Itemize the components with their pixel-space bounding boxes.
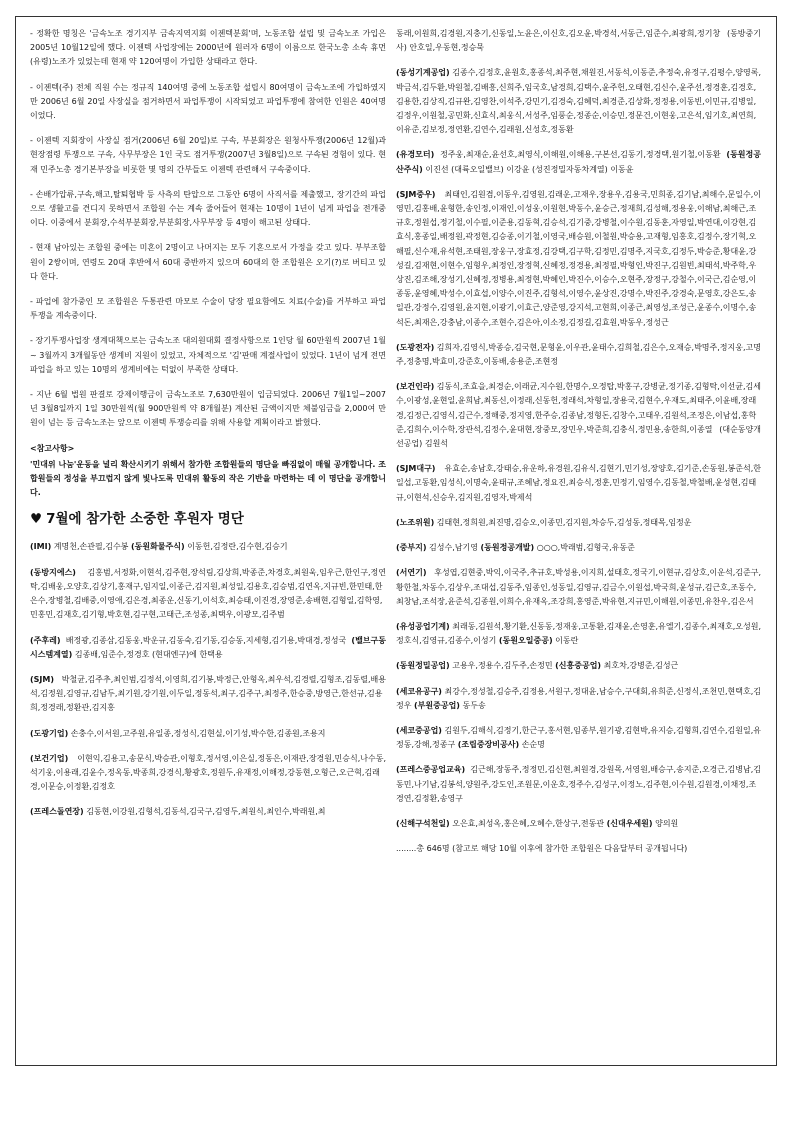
- member-names: 이동헌,김정란,김수현,김승기: [184, 542, 288, 552]
- company-tag: (동성기계공업): [396, 68, 450, 78]
- supporters-list-right: [396, 66, 761, 831]
- company-tag: (동원정밀공업): [396, 661, 450, 671]
- supporter-entry: [396, 516, 761, 530]
- member-names: 최래동,김원석,황기환,신동동,정재웅,고통환,김재윤,손영훈,유엘기,김종수,최재호,오성원,정호식,김영규,김종수,이성기: [396, 621, 761, 646]
- article-paragraph: - 현재 남아있는 조합원 중에는 미혼이 2명이고 나머지는 모두 기혼으로서 가정을 갖고 있다. 부부조합원이 2쌍이며, 연령도 20대 후반에서 60대 중반까지 있으며 60대의 한 조합원은 오기(?)로 버티고 있다 한다.: [30, 243, 386, 281]
- member-names: 계명천,손관필,김수봉: [51, 542, 131, 552]
- supporter-entry: [396, 685, 761, 713]
- member-names: 정주웅,최재순,윤선호,최영식,이해원,이해용,구본선,김동기,정경택,원기철,이동환: [434, 150, 727, 160]
- company-tag: (동방지에스): [30, 567, 76, 577]
- company-tag: (유경모터): [396, 150, 435, 160]
- member-names: 최태인,김원겸,이동우,김영원,김래운,고재우,장용우,김용국,민희종,김기남,최해수,문일수,이영민,김홍배,윤형한,송인정,이재인,이성웅,이원현,박동수,윤승근,정재희,김성해,정용웅,이해남,최해근,조규호,정원섭,정기철,이수필,이준용,김동혁,김승석,김기중,강병철,이수원,김동훈,자영일,박연대,이강현,김효식,홍종일,배정원,곽정현,김승종,이기철,이영국,배승원,이철원,박승용,고재형,임홍호,김정수,장기혁,오해필,신수재,유석현,조태원,장웅구,장효정,김강택,김구학,김정민,김명주,지국호,김정두,박승준,황대윤,강성길,김재현,이현수,임형우,최정인,장정혁,신혜정,정경용,최정필,박형인,박진구,김원빈,최태석,박주학,우상진,김조해,장성기,신혜정,정병용,최정현,박혜인,박진수,이승수,오현주,장정구,강철수,이국근,김순영,이종동,윤영혜,박성수,이효섭,이양수,이진주,김형석,이영수,윤상진,강명수,박진주,강경숙,문영호,강은도,송일관,강정수,김영원,윤지현,이광기,이효근,양준영,강지석,고현희,이종근,최영성,조성근,윤종수,이명수,송석돈,최재은,강충남,이종수,조현수,김은아,이소정,김정길,김효원,박동우,정성근: [396, 189, 761, 327]
- reference-title: <참고사항>: [30, 443, 75, 453]
- company-tag: (SJM): [30, 674, 55, 684]
- company-tag: (유성공업기계): [396, 621, 450, 631]
- supporter-entry: [396, 817, 761, 831]
- member-names: 김동식,조효을,최경순,이래균,지수원,한명수,오정탑,박홍구,강병균,정기종,김형탁,이선균,김세수,이광성,윤현일,윤희남,최동신,이정래,신동헌,정래석,차형일,장용국,김현수,우재도,최태주,이윤배,장래경,김정근,김영식,김근수,정해중,정지영,한주승,김종남,정형돈,김창수,고태우,김원석,조정은,이남섭,홍학준,김희수,이수학,장관석,김정수,윤대현,장중모,장민우,박준희,김충식,정민용,송한희,이종열 (대순동양개선공업) 김원석: [396, 382, 761, 449]
- member-names: 김종수,김정호,윤원호,홍종석,최주현,채원진,서동석,이동준,추정숙,유정구,김평수,양영록,박금석,김두환,박원철,김배흥,신희주,임국호,남경희,김택수,윤주헌,오태현,김신수,윤주선,정경훈,김경호,김용한,김상직,김규완,김영찬,이석주,강민기,김경숙,김혜덕,최경준,김상화,정정용,이동빈,이민규,김병일,김정우,이원철,공민화,신효식,최웅식,서성주,임풍순,정종순,이승민,정문건,이현웅,고은석,임기호,최연희,이유준,김보정,정연환,김연수,김래원,신성호,정동환: [396, 68, 761, 135]
- supporter-entry: [30, 805, 386, 819]
- member-names: 김홍범,서정화,이현석,김주현,장석림,김상희,박종준,차경호,최원욱,임우근,한인구,정연탁,김배웅,오양호,김상기,홍재구,임지일,이종근,김지원,최성일,김용호,김승범,김연옥,지규빈,한민태,한은수,장병철,김배중,이영애,김은경,최종운,신동기,이석호,최승태,이진경,장영준,송배현,김형일,김학영,민홍민,김재호,김기형,박호현,김구현,고태근,조성종,최택우,이광모,김주범: [30, 567, 386, 620]
- supporter-entry: [30, 752, 386, 795]
- member-names: 손순명: [519, 740, 545, 750]
- member-names: 손충수,이서원,고주원,유일종,정성식,김현실,이기성,박수한,김종원,조용지: [68, 728, 326, 738]
- article-paragraph: - 파업에 참가중인 모 조합원은 두통관련 마모로 수술이 당장 필요함에도 치료(수술)를 거부하고 파업투쟁을 계속중이다.: [30, 297, 386, 321]
- article-paragraph: - 정확한 명칭은 '금속노조 경기지부 금속지역지회 이젠텍분회'며, 노동조합 설립 및 금속노조 가입은 2005년 10월12일에 했다. 이젠텍 사업장에는 2000년에 원러자 6명이 이름으로 한국노총 소속 휴먼(유령)노조가 있었는데 현재 약 120여명이 가입한 상태라고 한다.: [30, 29, 386, 67]
- member-names: 김태현,정희원,최진명,김승오,이종민,김지원,차승두,김성동,정태목,임정운: [434, 517, 692, 527]
- member-names: 김원두,김해식,김정기,한근구,홍서현,임종부,원기광,김현박,유지승,김형희,김연수,김원일,유정동,강해,정종구: [396, 725, 761, 750]
- company-tag: (중부지): [396, 543, 427, 553]
- sub-company-tag: (신대우세원): [606, 818, 653, 828]
- member-names: 김동현,이강원,김형석,김동석,김국구,김영두,최원식,최인수,박래원,최: [83, 807, 326, 817]
- company-tag: (세코유공구): [396, 686, 442, 696]
- heart-icon: ♥: [30, 511, 43, 528]
- sub-company-tag: (동원정공개발): [480, 543, 535, 553]
- article-paragraph: - 이젠텍 지회장이 사장실 점거(2006년 6월 20일)로 구속, 부분회장은 원청사투쟁(2006년 12월)과 현장점령 투쟁으로 구속, 사무부장은 1인 국도 점거투쟁(2007년 3월8일)으로 구속된 경험이 있다. 현재 민주노총 경기본부장을 비롯한 몇 명의 간부들도 이젠텍 관련해서 구속중이다.: [30, 136, 386, 174]
- supporter-entry: [396, 763, 761, 806]
- supporter-entry: [396, 620, 761, 648]
- company-tag: (프레스중공업교육): [396, 765, 466, 775]
- company-tag: (SJM중우): [396, 189, 436, 199]
- sub-company-tag: (부원중공업): [414, 700, 460, 710]
- supporter-entry: [30, 673, 386, 716]
- supporter-entry: [396, 380, 761, 451]
- supporter-entry: [30, 634, 386, 662]
- total-count: ........총 646명 (참고로 해당 10월 이후에 참가한 조합원은 다음달부터 공개됩니다): [396, 844, 688, 854]
- member-names: 배정광,김종삼,김동웅,박운규,김동숙,김기동,김승동,지세형,김기용,박대경,정성국: [60, 635, 352, 645]
- member-names: 오은효,최성옥,홍은혜,오혜수,한상구,전동관: [449, 818, 607, 828]
- company-tag: (보건기업): [30, 753, 69, 763]
- company-tag: (노조위원): [396, 517, 435, 527]
- member-names: 이동란: [552, 636, 579, 646]
- supporter-entry: [396, 724, 761, 752]
- company-tag: (서연기): [396, 568, 427, 578]
- member-names: 후성엽,김현중,박익,이국주,추규호,박성용,이지희,설태호,정국기,이현규,김상호,이운석,김준구,황한철,차동수,김상우,조대섭,김동주,임종인,성동일,김영규,김금수,이원섭,박국희,윤성규,김근호,조동수,최창남,조석장,윤준석,김종원,이희수,유재옥,조강희,홍영준,박유현,지규민,이해원,이종민,유찬우,김은서: [396, 568, 761, 606]
- right-column: [396, 27, 761, 1057]
- member-names: 양의원: [652, 818, 679, 828]
- member-names: 유효순,송남호,강태승,유운하,유경원,김유식,김현기,민기성,장양호,김기준,손동원,봉준석,한일섭,고동환,임성식,이명숙,윤태규,조혜남,정요진,최승식,정훈,민정기,임영수,김동철,박철배,윤성현,김태규,이현석,신승우,김지원,김영자,박제석: [396, 464, 761, 502]
- reference-text: '민대위 나눔'운동을 널리 확산시키기 위해서 참가한 조합원들의 명단을 빠짐없이 매월 공개합니다. 조합원들의 정성을 부끄럽지 않게 빛나도록 민대위 활동의 작은 기반을 마련하는 데 이 명단을 공개합니다.: [30, 459, 386, 498]
- supporter-entry: [396, 188, 761, 330]
- supporter-entry: [396, 66, 761, 137]
- company-tag: (주후레): [30, 635, 61, 645]
- sub-company-tag: (동원오일중공): [498, 636, 553, 646]
- supporter-entry: [30, 566, 386, 623]
- member-names: 김근해,장동주,정정민,김신현,최원경,강원목,서영원,배승구,송지준,오경근,김병남,김동민,나기남,김봉석,양원주,강도인,조원문,이운호,정주수,김성구,이정노,김주현,이수원,김원경,이채정,조경연,김정환,송영구: [396, 765, 761, 803]
- member-names: 동두송: [459, 700, 486, 710]
- member-names: 김희자,김영식,박종승,김국현,문형윤,이우관,윤태수,김희철,김은수,오재승,박명주,정지웅,고명주,정충명,박효미,강준호,이동배,송용준,조현정: [396, 342, 761, 367]
- member-names: 이현익,김용고,송문식,박승관,이형호,정서영,이은실,정동은,이재관,장경원,민승식,나수동,석기웅,이용래,김윤수,정옥동,박종희,강경식,황광호,정원두,유재정,이해정,강동현,오형근,오근혁,김래경,이문승,이정환,김정호: [30, 753, 386, 792]
- article-paragraph: - 장기투쟁사업장 생계대책으로는 금속노조 대의원대회 결정사항으로 1인당 월 60만원씩 2007년 1월~ 3월까지 3개월동안 생계비 지원이 있었고, 자체적으로 '김'판매 계절사업이 있었다. 1년이 넘게 전면파업을 하고 있는 10명의 생계비에는 턱없이 부족한 상태다.: [30, 336, 386, 374]
- supporter-entry: [396, 541, 761, 555]
- member-names: 최강수,정성철,김승주,김정용,서원구,정대윤,남승수,구대회,유희준,신정식,조천민,현택호,김정우: [396, 686, 761, 710]
- member-names: 박철균,김주추,최인범,김정석,이영희,김기봉,박정근,안형옥,최우석,김경렬,김형조,김동렬,배용석,김정원,김영규,김남두,최기원,강기원,이두일,정동석,최구,김주구,최정주,한승중,방영근,한선규,김용희,정경래,정환관,김지홍: [30, 674, 386, 713]
- sub-company-tag: (동원정공산주식): [396, 150, 761, 174]
- left-column: [30, 27, 386, 1057]
- supporter-entry: [30, 727, 386, 741]
- company-tag: (신해구석천일): [396, 818, 450, 828]
- member-names: 김성수,남기영: [426, 543, 481, 553]
- supporter-entry: [396, 566, 761, 609]
- company-tag: (보건인라): [396, 382, 435, 392]
- supporter-entry: [396, 462, 761, 505]
- member-names: ○○○,박래범,김형국,유동준: [534, 543, 635, 553]
- supporters-title: 7월에 참가한 소중한 후원자 명단: [46, 511, 244, 528]
- member-names: 최호차,강병준,김성근: [601, 661, 679, 671]
- supporters-heading: [30, 510, 386, 528]
- article-paragraph: - 지난 6월 법원 판결로 강제이행금이 금속노조로 7,630만원이 입금되었다. 2006년 7월1일~2007년 3월8일까지 1일 30만원씩(월 900만원씩 약 8개월분) 계산된 금액이지만 체불임금을 2,000여 만원이 넘는 등 금속노조는 앞으로 이젠텍 투쟁승리를 위해 사용할 계획이라고 밝혔다.: [30, 390, 386, 428]
- company-tag: (도광전자): [396, 342, 435, 352]
- company-tag: (프레스돌연장): [30, 807, 84, 817]
- page-frame: [15, 16, 777, 1066]
- article-paragraph: - 이젠텍(주) 전체 직원 수는 정규직 140여명 중에 노동조합 설립시 80여명이 금속노조에 가입하였지만 2006년 6월 20일 사장실을 점거하면서 파업투쟁이 시작되었고 파업투쟁에 참여한 인원은 40여명이었다.: [30, 82, 386, 121]
- supporter-entry: [396, 659, 761, 673]
- sub-company-tag: (밸브구동시스템계열): [30, 635, 386, 659]
- company-tag: (IMI): [30, 542, 52, 552]
- sub-company-tag: (신흥중공업): [555, 661, 602, 671]
- member-names: 고용우,정용수,김두주,손정민: [449, 661, 556, 671]
- continued-entry: 동래,이원희,김경원,지충기,신동일,노윤은,이신호,김오윤,박경석,서동근,임준수,최광희,정기창 (동방중기사) 안호일,우동현,정승묵: [396, 29, 761, 53]
- company-tag: (세코중공업): [396, 725, 442, 735]
- sub-company-tag: (조립중장비공사): [457, 740, 520, 750]
- member-names: 김종배,임준수,정경호 (현대엔구)에 한택용: [72, 649, 223, 659]
- company-tag: (SJM대구): [396, 464, 436, 474]
- supporter-entry: [396, 341, 761, 369]
- company-tag: (도광기업): [30, 728, 69, 738]
- article-paragraph: - 손배가압류,구속,해고,탈퇴협박 등 사측의 탄압으로 그동안 6명이 사직서를 제출했고, 장기간의 파업으로 생활고를 견디지 못하면서 조합원 수는 계속 줄어들어 현재는 10명이 1년이 넘게 파업을 전개중이다. 이중에서 분회장,수석부분회장,부분회장,사무부장 등 4명이 해고된 상태다.: [30, 189, 386, 228]
- member-names: 이진선 (대륙오일밸브) 이강윤 (성진정밀자동차계열) 이동윤: [422, 164, 634, 174]
- supporter-entry: [396, 148, 761, 176]
- sub-company-tag: (동원화물주식): [130, 542, 185, 552]
- article-body: [30, 27, 386, 431]
- supporter-entry: [30, 540, 386, 554]
- supporters-list-left: [30, 540, 386, 819]
